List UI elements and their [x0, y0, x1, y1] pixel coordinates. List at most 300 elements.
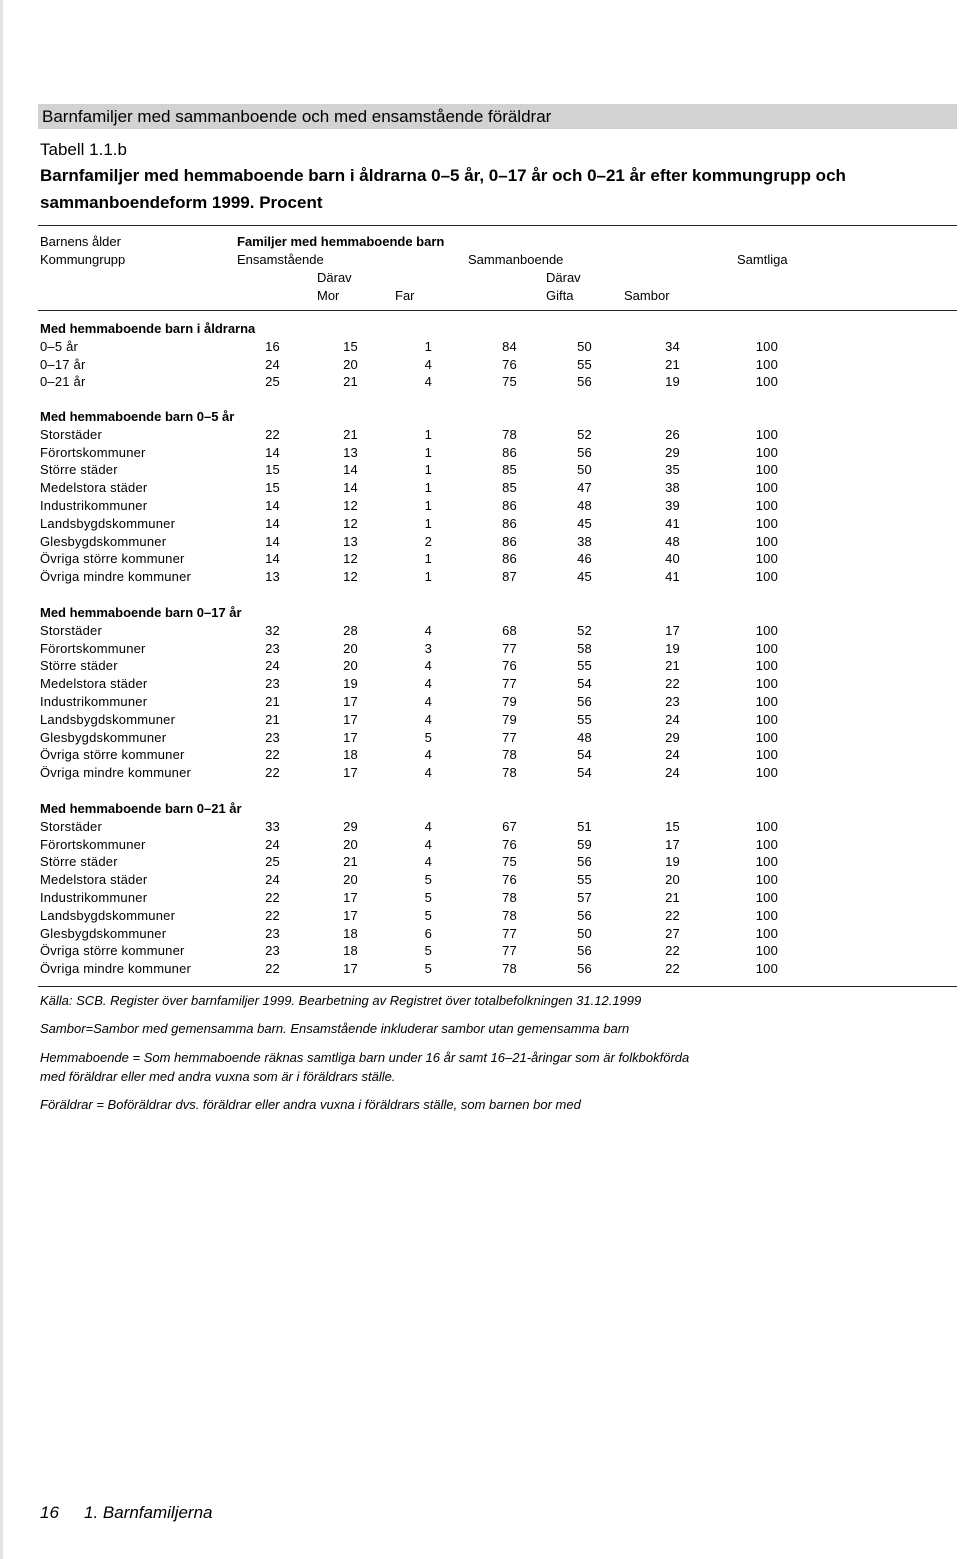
table-cell: 77 — [502, 676, 517, 692]
table-cell: 20 — [343, 872, 358, 888]
table-cell: 100 — [755, 907, 778, 923]
table-cell: 6 — [424, 925, 432, 941]
table-cell: 86 — [502, 551, 517, 567]
table-cell: 18 — [343, 925, 358, 941]
table-cell: 5 — [424, 943, 432, 959]
table-cell: 17 — [665, 622, 680, 638]
table-cell: 17 — [343, 890, 358, 905]
table-cell: 4 — [424, 356, 432, 372]
table-cell: 45 — [577, 515, 592, 531]
table-cell: 5 — [424, 907, 432, 923]
table-title: Barnfamiljer med hemmaboende barn i åldrarna 0–5 år, 0–17 år och 0–21 år efter kommungrupp och sammanboendeform 1999. Procent — [40, 166, 846, 212]
table-cell: 21 — [343, 854, 358, 870]
table-cell: 1 — [424, 480, 432, 496]
table-cell: 52 — [577, 426, 592, 442]
table-cell: 50 — [577, 925, 592, 941]
table-cell: 15 — [265, 462, 280, 478]
table-cell: 14 — [265, 515, 280, 531]
table-cell: 1 — [424, 338, 432, 354]
table-cell: 100 — [755, 925, 778, 941]
table-cell: 5 — [424, 961, 432, 977]
row-label: Övriga större kommuner — [40, 747, 185, 763]
table-cell: 24 — [265, 356, 280, 372]
table-cell: 78 — [502, 890, 517, 905]
table-cell: 17 — [343, 961, 358, 977]
table-cell: 12 — [343, 498, 358, 513]
table-cell: 18 — [343, 943, 358, 959]
table-cell: 56 — [577, 374, 592, 390]
table-cell: 45 — [577, 569, 592, 585]
chapter-title: 1. Barnfamiljerna — [84, 1503, 213, 1522]
row-label: Övriga mindre kommuner — [40, 765, 192, 781]
table-cell: 68 — [502, 622, 517, 638]
table-cell: 47 — [577, 480, 592, 496]
table-row — [0, 444, 960, 462]
table-cell: 19 — [343, 676, 358, 692]
table-cell: 100 — [755, 872, 778, 888]
table-cell: 14 — [343, 480, 358, 496]
table-cell: 19 — [665, 640, 680, 656]
row-label: Förortskommuner — [40, 444, 146, 460]
table-cell: 52 — [577, 622, 592, 638]
table-cell: 19 — [665, 854, 680, 870]
row-label: Medelstora städer — [40, 676, 148, 692]
table-cell: 24 — [265, 872, 280, 888]
table-cell: 100 — [755, 338, 778, 354]
table-cell: 17 — [343, 711, 358, 727]
table-cell: 32 — [265, 622, 280, 638]
row-label: Storstäder — [40, 426, 102, 442]
table-row — [0, 764, 960, 782]
table-cell: 40 — [665, 551, 680, 567]
table-cell: 56 — [577, 444, 592, 460]
table-cell: 24 — [665, 765, 680, 781]
row-label: Glesbygdskommuner — [40, 729, 167, 745]
note-hemmaboende-line-1: Hemmaboende = Som hemmaboende räknas samtliga barn under 16 år samt 16–21-åringar som är folkbokförda — [40, 1050, 690, 1065]
table-cell: 15 — [665, 818, 680, 834]
table-cell: 12 — [343, 551, 358, 567]
table-cell: 100 — [755, 374, 778, 390]
header-bottom-rule — [38, 310, 957, 311]
table-cell: 22 — [265, 765, 280, 781]
table-cell: 77 — [502, 943, 517, 959]
table-cell: 77 — [502, 925, 517, 941]
header-sammanboende: Sammanboende — [468, 252, 564, 267]
row-label: Medelstora städer — [40, 872, 148, 888]
table-cell: 100 — [755, 480, 778, 496]
table-cell: 5 — [424, 890, 432, 905]
table-cell: 20 — [343, 658, 358, 674]
row-label: 0–5 år — [40, 338, 79, 354]
table-row — [0, 729, 960, 747]
table-row — [0, 960, 960, 978]
table-cell: 23 — [265, 640, 280, 656]
table-cell: 67 — [502, 818, 517, 834]
table-cell: 29 — [343, 818, 358, 834]
header-ensamstaende: Ensamstående — [237, 252, 324, 267]
table-cell: 55 — [577, 356, 592, 372]
table-cell: 100 — [755, 515, 778, 531]
table-cell: 58 — [577, 640, 592, 656]
table-cell: 12 — [343, 515, 358, 531]
table-cell: 87 — [502, 569, 517, 585]
table-cell: 77 — [502, 640, 517, 656]
table-cell: 1 — [424, 462, 432, 478]
table-cell: 77 — [502, 729, 517, 745]
section-heading: Med hemmaboende barn 0–21 år — [40, 801, 242, 816]
table-cell: 23 — [265, 676, 280, 692]
table-cell: 24 — [665, 711, 680, 727]
table-cell: 54 — [577, 747, 592, 763]
table-cell: 2 — [424, 533, 432, 549]
table-cell: 24 — [265, 658, 280, 674]
table-cell: 41 — [665, 569, 680, 585]
table-cell: 22 — [665, 907, 680, 923]
table-cell: 100 — [755, 498, 778, 513]
header-far: Far — [395, 288, 415, 303]
table-cell: 100 — [755, 711, 778, 727]
table-row — [0, 497, 960, 515]
table-cell: 56 — [577, 943, 592, 959]
table-cell: 24 — [665, 747, 680, 763]
table-cell: 76 — [502, 356, 517, 372]
table-cell: 76 — [502, 836, 517, 852]
table-cell: 13 — [265, 569, 280, 585]
row-label: Glesbygdskommuner — [40, 925, 167, 941]
table-cell: 100 — [755, 729, 778, 745]
row-label: Större städer — [40, 462, 118, 478]
table-row — [0, 925, 960, 943]
table-cell: 21 — [343, 374, 358, 390]
note-hemmaboende-line-2: med föräldrar eller med andra vuxna som är i föräldrars ställe. — [40, 1069, 396, 1084]
row-label: Landsbygdskommuner — [40, 711, 176, 727]
table-cell: 100 — [755, 569, 778, 585]
table-cell: 38 — [665, 480, 680, 496]
table-cell: 4 — [424, 676, 432, 692]
table-row — [0, 836, 960, 854]
table-cell: 22 — [265, 890, 280, 905]
row-label: Storstäder — [40, 622, 102, 638]
table-row — [0, 356, 960, 374]
row-label: Industrikommuner — [40, 498, 148, 513]
table-cell: 26 — [665, 426, 680, 442]
header-darav-ensamstaende: Därav — [317, 270, 352, 285]
table-cell: 100 — [755, 890, 778, 905]
table-number: Tabell 1.1.b — [40, 140, 127, 159]
table-cell: 100 — [755, 836, 778, 852]
page-footer — [40, 1502, 213, 1524]
row-label: Storstäder — [40, 818, 102, 834]
table-cell: 17 — [343, 694, 358, 709]
row-label: Landsbygdskommuner — [40, 907, 176, 923]
table-cell: 22 — [665, 943, 680, 959]
table-cell: 28 — [343, 622, 358, 638]
banner-text: Barnfamiljer med sammanboende och med ensamstående föräldrar — [42, 107, 552, 126]
table-cell: 100 — [755, 640, 778, 656]
table-cell: 20 — [343, 356, 358, 372]
table-cell: 76 — [502, 872, 517, 888]
table-cell: 15 — [343, 338, 358, 354]
table-cell: 5 — [424, 872, 432, 888]
table-row — [0, 640, 960, 658]
table-cell: 100 — [755, 747, 778, 763]
table-cell: 78 — [502, 747, 517, 763]
table-cell: 50 — [577, 338, 592, 354]
table-cell: 56 — [577, 907, 592, 923]
table-cell: 79 — [502, 694, 517, 709]
table-cell: 57 — [577, 890, 592, 905]
table-row — [0, 907, 960, 925]
table-cell: 34 — [665, 338, 680, 354]
table-cell: 1 — [424, 569, 432, 585]
table-cell: 19 — [665, 374, 680, 390]
table-row — [0, 693, 960, 711]
table-cell: 86 — [502, 498, 517, 513]
table-cell: 56 — [577, 854, 592, 870]
header-darav-sammanboende: Därav — [546, 270, 581, 285]
table-row — [0, 746, 960, 764]
header-gifta: Gifta — [546, 288, 574, 303]
table-cell: 23 — [265, 925, 280, 941]
table-cell: 4 — [424, 374, 432, 390]
table-row — [0, 942, 960, 960]
table-cell: 4 — [424, 694, 432, 709]
table-cell: 1 — [424, 444, 432, 460]
table-cell: 100 — [755, 676, 778, 692]
table-cell: 23 — [265, 943, 280, 959]
header-top-rule — [38, 225, 957, 226]
table-cell: 22 — [665, 676, 680, 692]
section-heading: Med hemmaboende barn 0–17 år — [40, 605, 242, 620]
table-cell: 86 — [502, 533, 517, 549]
table-cell: 100 — [755, 854, 778, 870]
table-row — [0, 426, 960, 444]
table-cell: 22 — [265, 747, 280, 763]
table-cell: 48 — [665, 533, 680, 549]
table-cell: 18 — [343, 747, 358, 763]
table-cell: 100 — [755, 356, 778, 372]
table-row — [0, 373, 960, 391]
table-row — [0, 889, 960, 907]
table-cell: 78 — [502, 765, 517, 781]
section-heading: Med hemmaboende barn i åldrarna — [40, 321, 256, 336]
table-cell: 22 — [265, 961, 280, 977]
table-bottom-rule — [38, 986, 957, 987]
table-cell: 59 — [577, 836, 592, 852]
table-cell: 84 — [502, 338, 517, 354]
table-row — [0, 622, 960, 640]
row-label: Industrikommuner — [40, 694, 148, 709]
row-label: Förortskommuner — [40, 640, 146, 656]
table-cell: 15 — [265, 480, 280, 496]
table-cell: 85 — [502, 480, 517, 496]
table-cell: 78 — [502, 426, 517, 442]
table-cell: 85 — [502, 462, 517, 478]
table-cell: 22 — [265, 426, 280, 442]
note-source: Källa: SCB. Register över barnfamiljer 1999. Bearbetning av Registret över totalbefolkningen 31.12.1999 — [40, 993, 642, 1008]
table-row — [0, 515, 960, 533]
row-label: Större städer — [40, 658, 118, 674]
table-cell: 29 — [665, 729, 680, 745]
row-label: Glesbygdskommuner — [40, 533, 167, 549]
table-cell: 12 — [343, 569, 358, 585]
row-label: Övriga mindre kommuner — [40, 961, 192, 977]
table-cell: 14 — [265, 533, 280, 549]
table-row — [0, 568, 960, 586]
table-cell: 55 — [577, 711, 592, 727]
table-cell: 33 — [265, 818, 280, 834]
table-cell: 24 — [265, 836, 280, 852]
header-sambor: Sambor — [624, 288, 670, 303]
table-cell: 38 — [577, 533, 592, 549]
note-foraldrar: Föräldrar = Boföräldrar dvs. föräldrar eller andra vuxna i föräldrars ställe, som barnen bor med — [40, 1097, 581, 1112]
table-cell: 1 — [424, 498, 432, 513]
table-cell: 13 — [343, 444, 358, 460]
row-label: Medelstora städer — [40, 480, 148, 496]
table-cell: 100 — [755, 551, 778, 567]
table-cell: 100 — [755, 694, 778, 709]
table-cell: 100 — [755, 622, 778, 638]
table-row — [0, 853, 960, 871]
row-label: Övriga större kommuner — [40, 943, 185, 959]
header-barnens-alder: Barnens ålder — [40, 234, 121, 249]
row-label: 0–21 år — [40, 374, 86, 390]
table-cell: 46 — [577, 551, 592, 567]
table-cell: 23 — [665, 694, 680, 709]
table-row — [0, 675, 960, 693]
row-label: Större städer — [40, 854, 118, 870]
table-cell: 17 — [665, 836, 680, 852]
table-cell: 14 — [343, 462, 358, 478]
header-samtliga: Samtliga — [737, 252, 788, 267]
table-cell: 20 — [343, 836, 358, 852]
table-cell: 17 — [343, 907, 358, 923]
table-cell: 86 — [502, 444, 517, 460]
table-cell: 100 — [755, 765, 778, 781]
table-cell: 4 — [424, 836, 432, 852]
table-cell: 54 — [577, 765, 592, 781]
table-cell: 75 — [502, 374, 517, 390]
table-cell: 29 — [665, 444, 680, 460]
table-row — [0, 871, 960, 889]
table-cell: 86 — [502, 515, 517, 531]
table-row — [0, 657, 960, 675]
table-cell: 13 — [343, 533, 358, 549]
section-heading: Med hemmaboende barn 0–5 år — [40, 409, 235, 424]
table-cell: 5 — [424, 729, 432, 745]
table-cell: 4 — [424, 711, 432, 727]
section-banner — [38, 104, 957, 129]
table-cell: 1 — [424, 426, 432, 442]
table-row — [0, 338, 960, 356]
table-cell: 1 — [424, 551, 432, 567]
table-cell: 4 — [424, 622, 432, 638]
note-sambor: Sambor=Sambor med gemensamma barn. Ensamstående inkluderar sambor utan gemensamma barn — [40, 1021, 630, 1036]
table-cell: 100 — [755, 658, 778, 674]
table-cell: 14 — [265, 444, 280, 460]
table-cell: 17 — [343, 765, 358, 781]
table-cell: 21 — [265, 694, 280, 709]
table-cell: 22 — [265, 907, 280, 923]
table-cell: 4 — [424, 854, 432, 870]
table-cell: 21 — [665, 658, 680, 674]
row-label: Industrikommuner — [40, 890, 148, 905]
table-row — [0, 533, 960, 551]
row-label: Landsbygdskommuner — [40, 515, 176, 531]
header-mor: Mor — [317, 288, 340, 303]
table-cell: 21 — [343, 426, 358, 442]
table-cell: 4 — [424, 747, 432, 763]
table-cell: 14 — [265, 498, 280, 513]
table-cell: 56 — [577, 694, 592, 709]
page-number: 16 — [40, 1503, 59, 1522]
table-cell: 41 — [665, 515, 680, 531]
table-cell: 1 — [424, 515, 432, 531]
row-label: Förortskommuner — [40, 836, 146, 852]
row-label: Övriga mindre kommuner — [40, 569, 192, 585]
table-cell: 35 — [665, 462, 680, 478]
table-cell: 55 — [577, 872, 592, 888]
table-cell: 56 — [577, 961, 592, 977]
table-row — [0, 479, 960, 497]
table-cell: 21 — [665, 890, 680, 905]
table-cell: 100 — [755, 961, 778, 977]
table-cell: 21 — [665, 356, 680, 372]
table-cell: 22 — [665, 961, 680, 977]
table-cell: 100 — [755, 444, 778, 460]
table-cell: 100 — [755, 533, 778, 549]
table-cell: 50 — [577, 462, 592, 478]
table-cell: 51 — [577, 818, 592, 834]
table-cell: 79 — [502, 711, 517, 727]
table-cell: 4 — [424, 818, 432, 834]
table-cell: 21 — [265, 711, 280, 727]
table-cell: 55 — [577, 658, 592, 674]
header-group: Familjer med hemmaboende barn — [237, 234, 445, 249]
table-cell: 25 — [265, 374, 280, 390]
table-cell: 100 — [755, 426, 778, 442]
table-cell: 100 — [755, 462, 778, 478]
table-cell: 27 — [665, 925, 680, 941]
table-cell: 16 — [265, 338, 280, 354]
table-row — [0, 711, 960, 729]
table-cell: 100 — [755, 818, 778, 834]
table-cell: 20 — [665, 872, 680, 888]
table-cell: 14 — [265, 551, 280, 567]
table-cell: 4 — [424, 658, 432, 674]
table-row — [0, 818, 960, 836]
table-cell: 4 — [424, 765, 432, 781]
table-cell: 20 — [343, 640, 358, 656]
table-cell: 48 — [577, 498, 592, 513]
table-cell: 78 — [502, 961, 517, 977]
table-cell: 100 — [755, 943, 778, 959]
table-cell: 23 — [265, 729, 280, 745]
table-row — [0, 550, 960, 568]
table-cell: 76 — [502, 658, 517, 674]
header-kommungrupp: Kommungrupp — [40, 252, 126, 267]
table-cell: 17 — [343, 729, 358, 745]
row-label: 0–17 år — [40, 356, 86, 372]
row-label: Övriga större kommuner — [40, 551, 185, 567]
table-cell: 54 — [577, 676, 592, 692]
table-cell: 75 — [502, 854, 517, 870]
table-cell: 48 — [577, 729, 592, 745]
table-cell: 3 — [424, 640, 432, 656]
table-cell: 25 — [265, 854, 280, 870]
table-row — [0, 461, 960, 479]
table-cell: 78 — [502, 907, 517, 923]
